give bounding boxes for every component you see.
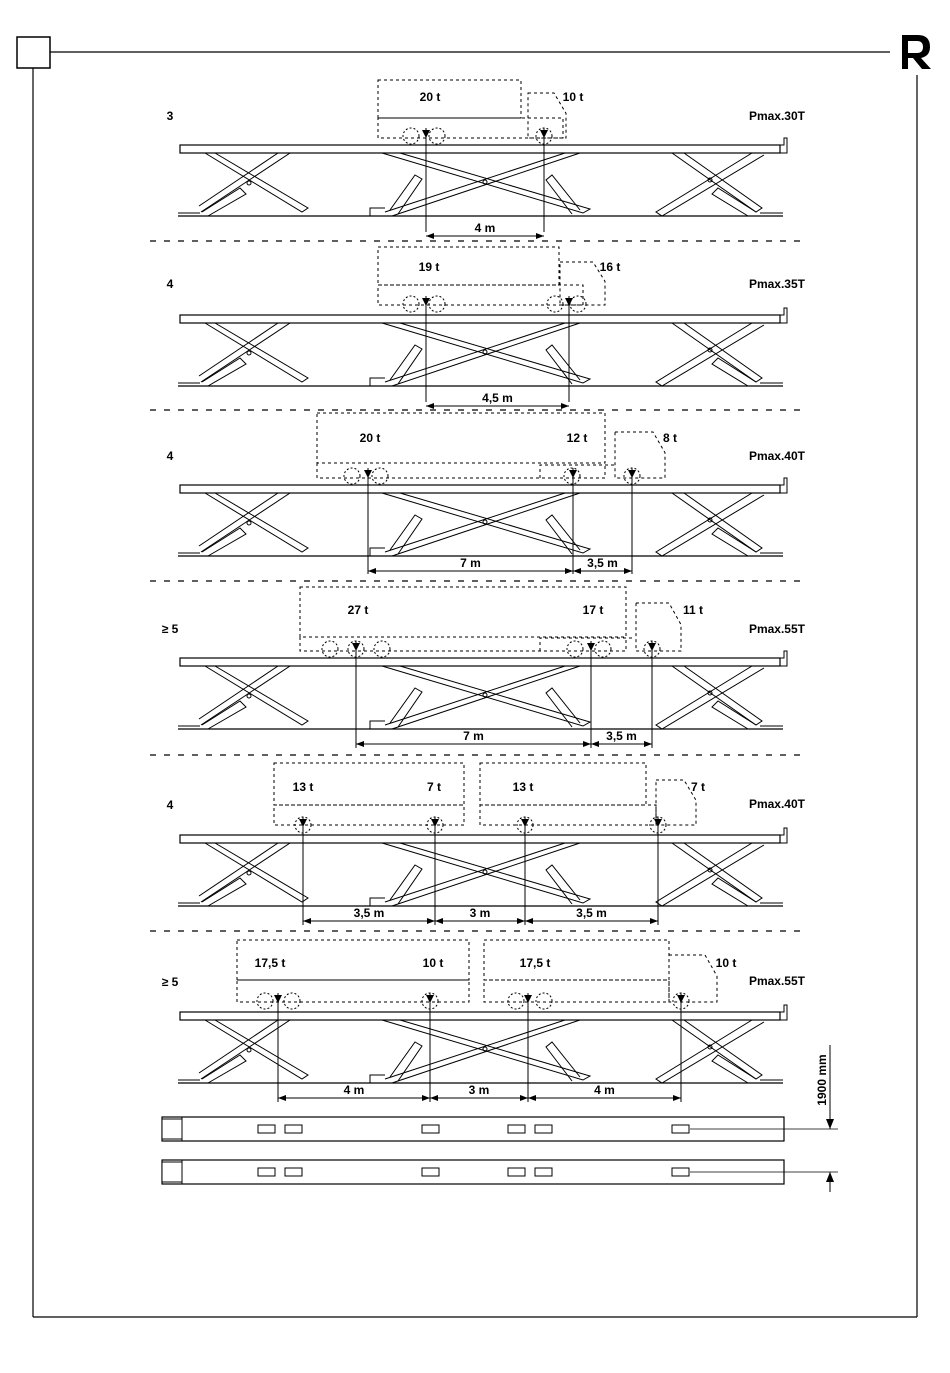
load-label: 16 t [599,260,621,274]
wheel [429,296,445,312]
load-label: 20 t [419,90,441,104]
wheel [508,993,524,1009]
capacity-label: Pmax.35T [748,277,805,291]
scissor-lift [178,138,787,216]
dimension-label: 4 m [594,1083,615,1097]
wheel [429,128,445,144]
dimension-label: 4 m [474,221,496,235]
truck-body [480,763,646,805]
capacity-label: Pmax.40T [748,449,805,463]
axle-count-label: 4 [166,277,174,291]
wheel [547,296,563,312]
capacity-label: Pmax.55T [748,974,805,988]
scissor-lift [178,651,787,729]
wheel [344,468,360,484]
dimension-label: 3,5 m [353,906,385,920]
scissor-lift [178,1005,787,1083]
scissor-lift [178,478,787,556]
track-width-label: 1900 mm [815,1054,829,1106]
load-label: 17 t [582,603,604,617]
load-label: 10 t [715,956,737,970]
truck-body [378,80,521,118]
load-label: 27 t [347,603,369,617]
scissor-lift [178,828,787,906]
configuration-row [167,763,806,925]
wheel [372,468,388,484]
truck-body [378,247,559,285]
wheel [403,296,419,312]
wheel [284,993,300,1009]
truck-body [484,940,669,980]
dimension-label: 3 m [469,906,491,920]
dimension-label: 7 m [460,556,481,570]
load-label: 7 t [426,780,442,794]
dimension-label: 3,5 m [606,729,637,743]
runway-plan [162,1160,838,1184]
axle-count-label: 4 [166,449,174,463]
configuration-row [162,587,806,748]
corner-box [17,37,50,68]
dimension-label: 4,5 m [482,391,513,405]
load-label: 12 t [566,431,588,445]
capacity-label: Pmax.55T [748,622,805,636]
load-label: 17,5 t [254,956,286,970]
configuration-row [167,247,806,409]
wheel [595,641,611,657]
wheel [374,641,390,657]
wheel [536,993,552,1009]
axle-count-label: 3 [166,109,174,123]
capacity-label: Pmax.30T [748,109,805,123]
dimension-label: 3,5 m [576,906,607,920]
load-label: 13 t [292,780,314,794]
dimension-label: 3,5 m [587,556,618,570]
load-label: 10 t [422,956,444,970]
wheel [567,641,583,657]
axle-count-label: 4 [166,798,174,812]
wheel [257,993,273,1009]
load-label: 8 t [662,431,678,445]
configuration-row [167,413,806,574]
wheel [322,641,338,657]
configuration-row [162,940,806,1102]
dimension-label: 7 m [463,729,484,743]
dimension-label: 4 m [343,1083,365,1097]
brand-logo [0,0,931,69]
load-label: 20 t [359,431,381,445]
load-label: 10 t [562,90,584,104]
truck-cab [615,432,665,478]
load-label: 13 t [512,780,534,794]
axle-count-label: ≥ 5 [161,622,179,636]
load-label: 11 t [682,603,704,617]
configuration-row [167,80,806,239]
load-label: 19 t [418,260,440,274]
load-label: 7 t [690,780,706,794]
scissor-lift [178,308,787,386]
capacity-label: Pmax.40T [748,797,805,811]
load-label: 17,5 t [519,956,551,970]
dimension-label: 3 m [468,1083,490,1097]
axle-count-label: ≥ 5 [161,975,179,989]
wheel [403,128,419,144]
runway-plan [162,1117,838,1141]
